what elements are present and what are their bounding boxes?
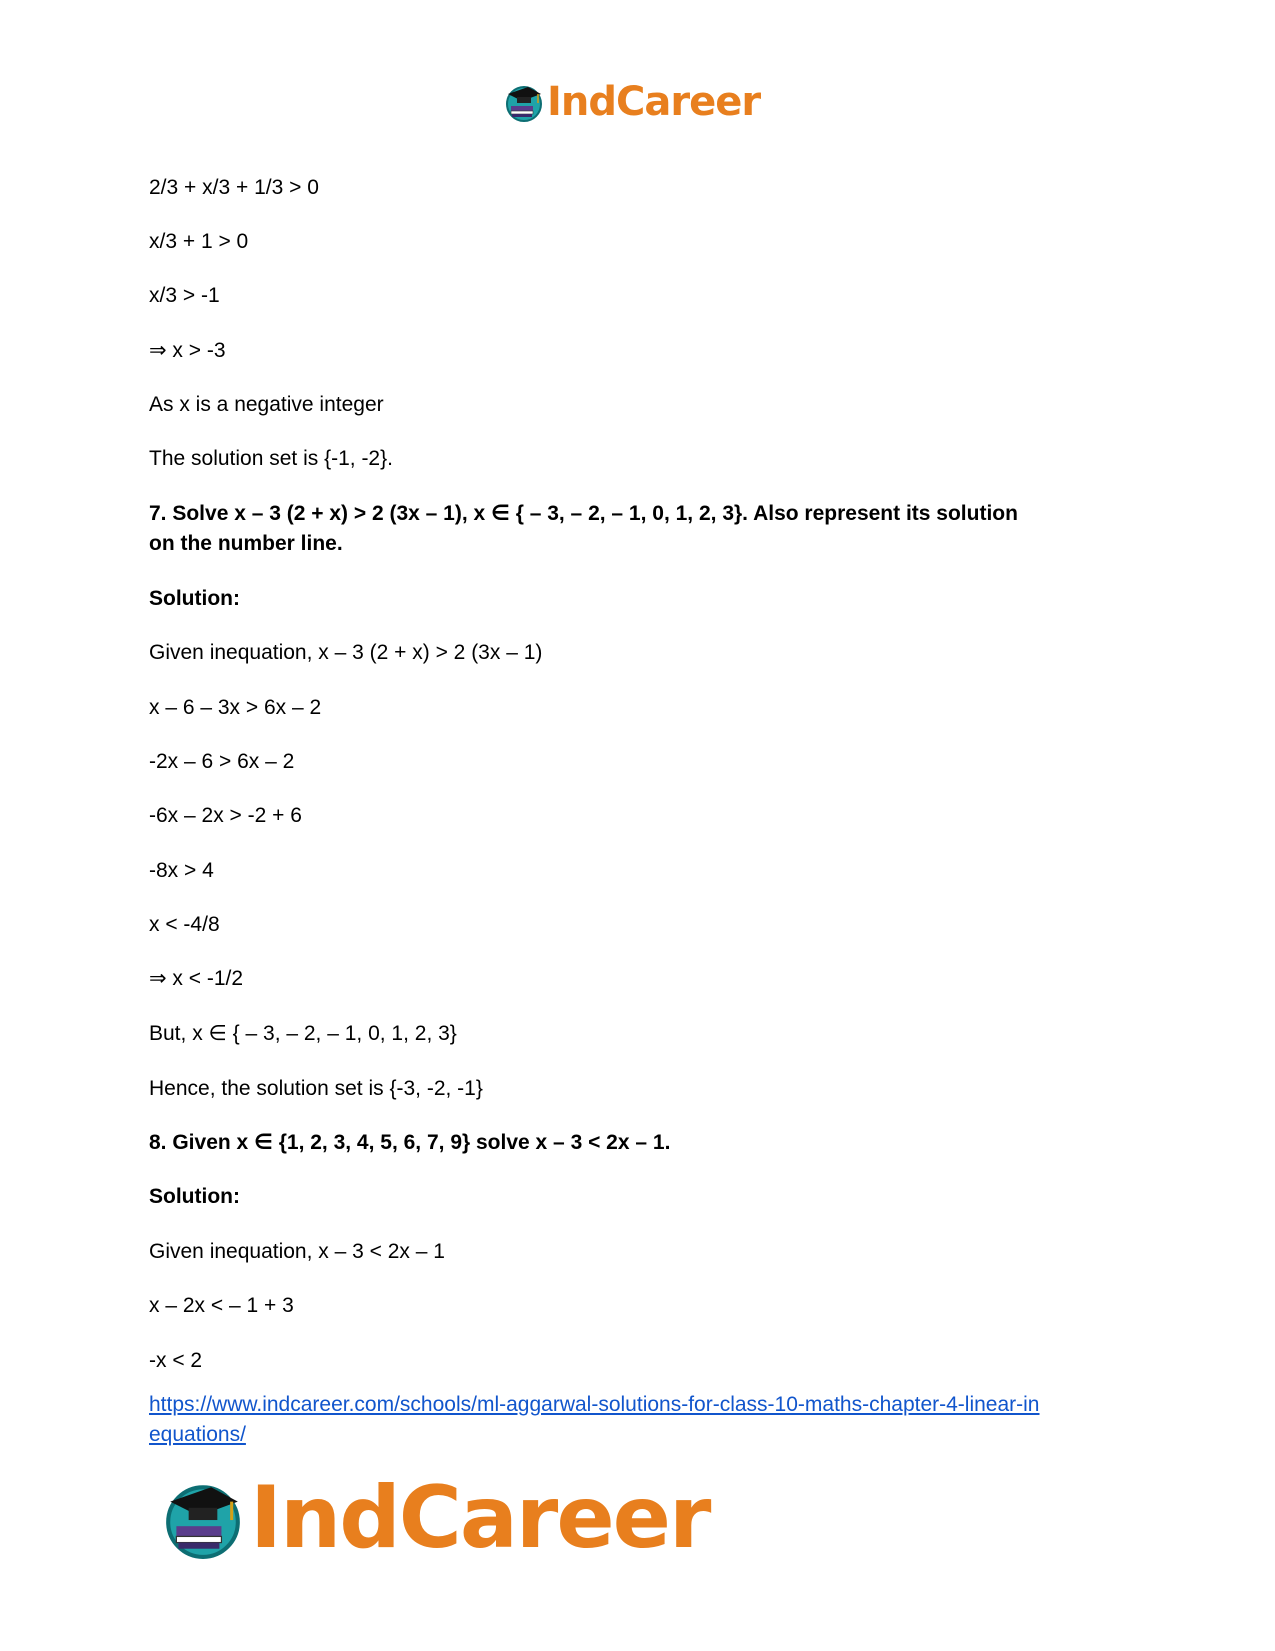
solution-label: Solution: (149, 587, 240, 610)
solution-step: -x < 2 (149, 1349, 203, 1372)
solution-step: -6x – 2x > -2 + 6 (149, 804, 302, 827)
source-url-line-1: https://www.indcareer.com/schools/ml-aggarwal-solutions-for-class-10-maths-chapter-4-linear-in (149, 1393, 1040, 1416)
solution-step: ⇒ x < -1/2 (149, 967, 244, 990)
source-url-link[interactable] (149, 1390, 1149, 1450)
solution-step: -2x – 6 > 6x – 2 (149, 750, 295, 773)
solution-step: x – 2x < – 1 + 3 (149, 1294, 294, 1317)
logo-wordmark: IndCareer (547, 79, 761, 125)
footer-logo (160, 1468, 709, 1568)
text-line: ⇒ x > -3 (149, 339, 226, 362)
solution-label: Solution: (149, 1185, 240, 1208)
text-line: As x is a negative integer (149, 393, 384, 416)
question-7-title-cont: on the number line. (149, 532, 343, 555)
text-line: x/3 + 1 > 0 (149, 230, 249, 253)
logo-wordmark: IndCareer (250, 1468, 710, 1568)
solution-step: But, x ∈ { – 3, – 2, – 1, 0, 1, 2, 3} (149, 1022, 457, 1045)
question-7-title: 7. Solve x – 3 (2 + x) > 2 (3x – 1), x ∈ { – 3, – 2, – 1, 0, 1, 2, 3}. Also represent its solution (149, 502, 1018, 525)
solution-step: Given inequation, x – 3 < 2x – 1 (149, 1240, 445, 1263)
solution-step: Given inequation, x – 3 (2 + x) > 2 (3x – 1) (149, 641, 543, 664)
question-8-title: 8. Given x ∈ {1, 2, 3, 4, 5, 6, 7, 9} solve x – 3 < 2x – 1. (149, 1131, 671, 1154)
graduation-cap-icon (503, 81, 545, 123)
source-url-line-2: equations/ (149, 1423, 246, 1446)
solution-step: Hence, the solution set is {-3, -2, -1} (149, 1077, 483, 1100)
text-line: The solution set is {-1, -2}. (149, 447, 393, 470)
text-line: x/3 > -1 (149, 284, 220, 307)
solution-step: -8x > 4 (149, 859, 214, 882)
graduation-cap-icon (160, 1475, 246, 1561)
text-line: 2/3 + x/3 + 1/3 > 0 (149, 176, 319, 199)
solution-step: x < -4/8 (149, 913, 220, 936)
header-logo (503, 78, 760, 126)
solution-step: x – 6 – 3x > 6x – 2 (149, 696, 322, 719)
